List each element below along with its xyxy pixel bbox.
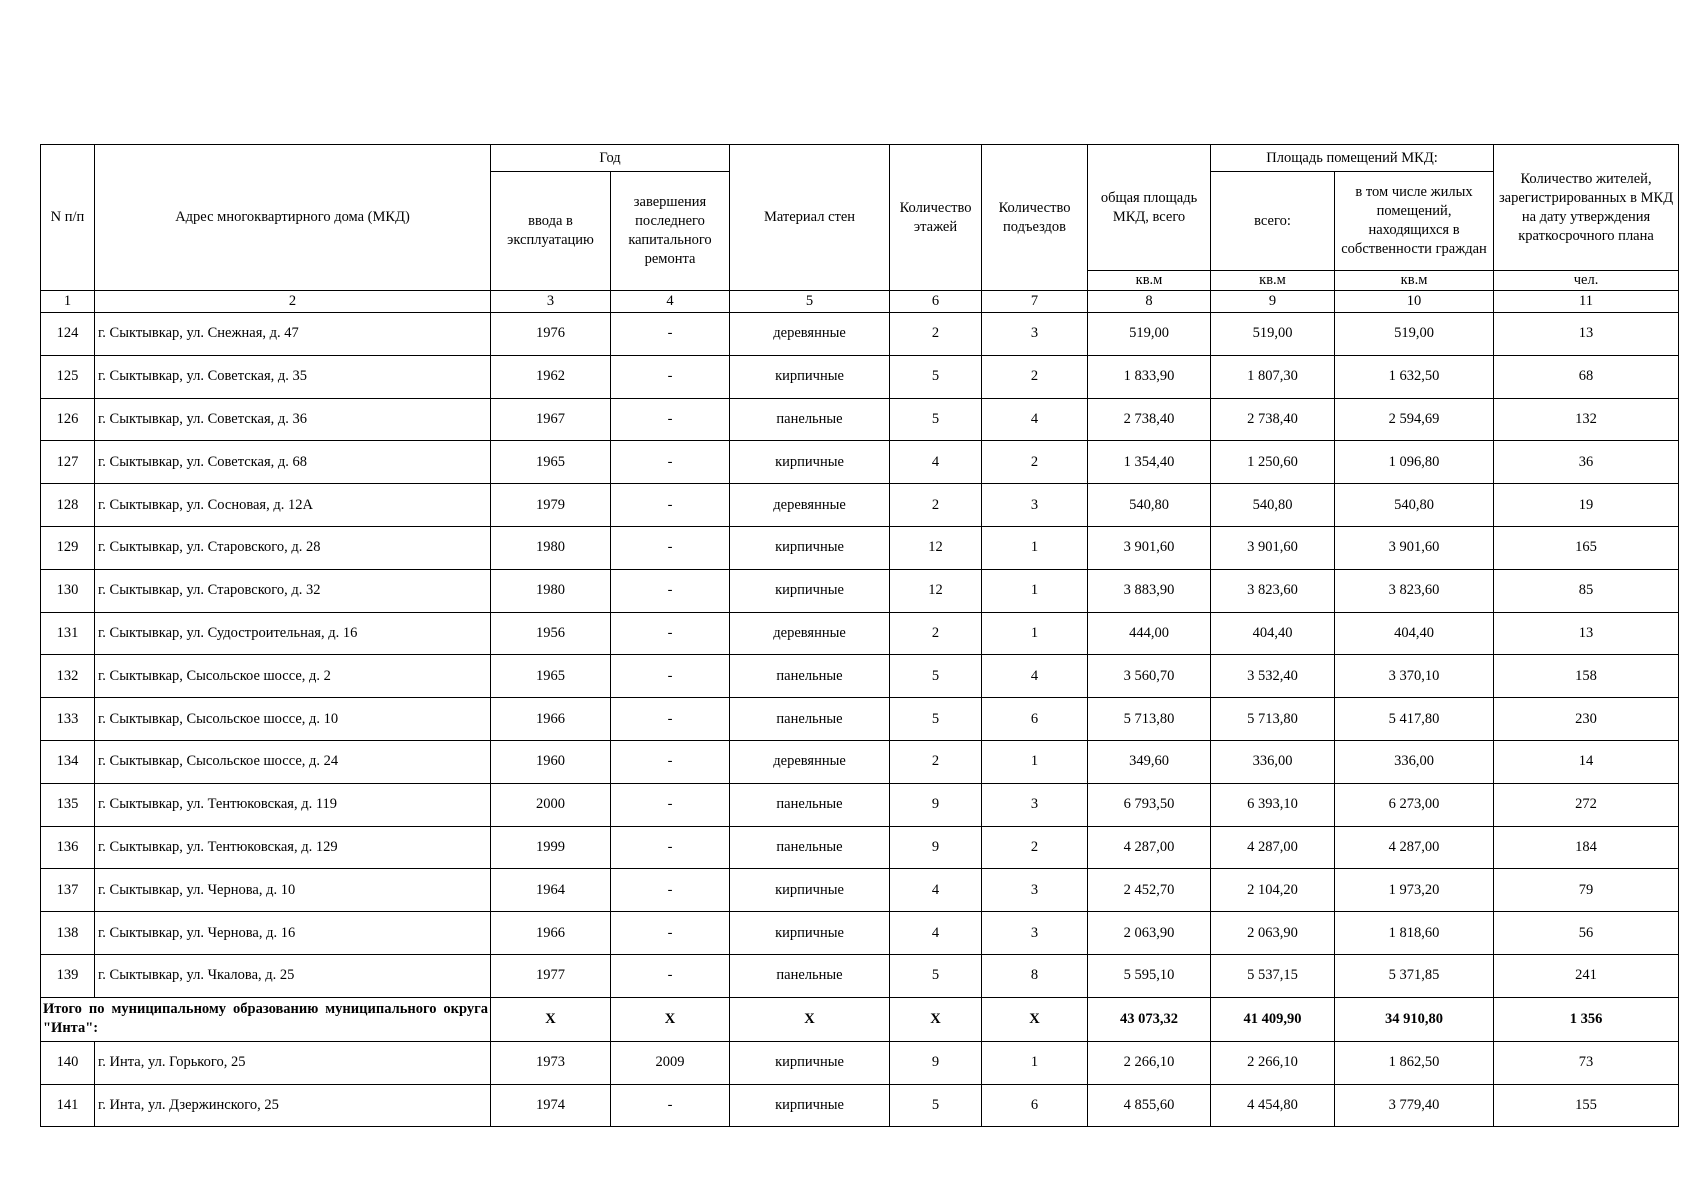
table-row: [41, 826, 1679, 869]
area-private-cell: 5 371,85: [1335, 954, 1494, 997]
address-cell: г. Сыктывкар, ул. Судостроительная, д. 16: [95, 612, 491, 655]
row-num-cell: 127: [41, 441, 95, 484]
total-cell: 41 409,90: [1211, 997, 1335, 1041]
year-commission-cell: 1999: [491, 826, 611, 869]
row-num-cell: 133: [41, 698, 95, 741]
floors-cell: 2: [890, 484, 982, 527]
entrances-cell: 4: [982, 655, 1088, 698]
area-all-cell: 4 454,80: [1211, 1084, 1335, 1127]
floors-cell: 4: [890, 912, 982, 955]
row-num-cell: 136: [41, 826, 95, 869]
material-cell: деревянные: [730, 313, 890, 356]
address-cell: г. Сыктывкар, ул. Советская, д. 68: [95, 441, 491, 484]
total-area-cell: 1 833,90: [1088, 355, 1211, 398]
floors-cell: 9: [890, 1041, 982, 1084]
unit-residents: чел.: [1494, 271, 1679, 291]
year-commission-cell: 1964: [491, 869, 611, 912]
residents-cell: 184: [1494, 826, 1679, 869]
entrances-cell: 6: [982, 698, 1088, 741]
address-cell: г. Инта, ул. Дзержинского, 25: [95, 1084, 491, 1127]
address-cell: г. Сыктывкар, ул. Чернова, д. 10: [95, 869, 491, 912]
header-total-area: общая площадь МКД, всего: [1088, 145, 1211, 271]
header-year-repair: завершения последнего капитального ремонта: [611, 172, 730, 291]
year-repair-cell: -: [611, 1084, 730, 1127]
residents-cell: 36: [1494, 441, 1679, 484]
total-area-cell: 2 452,70: [1088, 869, 1211, 912]
entrances-cell: 3: [982, 313, 1088, 356]
floors-cell: 5: [890, 698, 982, 741]
total-label: Итого по муниципальному образованию муниципального округа "Инта":: [41, 997, 491, 1041]
area-all-cell: 3 901,60: [1211, 526, 1335, 569]
total-cell: X: [982, 997, 1088, 1041]
year-repair-cell: 2009: [611, 1041, 730, 1084]
floors-cell: 5: [890, 398, 982, 441]
year-repair-cell: -: [611, 655, 730, 698]
table-row: [41, 526, 1679, 569]
floors-cell: 5: [890, 1084, 982, 1127]
column-number-cell: 2: [95, 291, 491, 313]
year-commission-cell: 1965: [491, 655, 611, 698]
year-repair-cell: -: [611, 826, 730, 869]
address-cell: г. Сыктывкар, ул. Тентюковская, д. 129: [95, 826, 491, 869]
year-commission-cell: 1956: [491, 612, 611, 655]
area-all-cell: 5 713,80: [1211, 698, 1335, 741]
year-repair-cell: -: [611, 526, 730, 569]
year-commission-cell: 1980: [491, 526, 611, 569]
material-cell: кирпичные: [730, 569, 890, 612]
year-commission-cell: 1962: [491, 355, 611, 398]
total-area-cell: 3 901,60: [1088, 526, 1211, 569]
entrances-cell: 1: [982, 569, 1088, 612]
material-cell: кирпичные: [730, 526, 890, 569]
entrances-cell: 3: [982, 912, 1088, 955]
year-repair-cell: -: [611, 441, 730, 484]
total-area-cell: 5 595,10: [1088, 954, 1211, 997]
entrances-cell: 8: [982, 954, 1088, 997]
residents-cell: 165: [1494, 526, 1679, 569]
table-row: [41, 912, 1679, 955]
entrances-cell: 6: [982, 1084, 1088, 1127]
area-private-cell: 1 862,50: [1335, 1041, 1494, 1084]
row-num-cell: 132: [41, 655, 95, 698]
address-cell: г. Сыктывкар, ул. Старовского, д. 28: [95, 526, 491, 569]
entrances-cell: 1: [982, 1041, 1088, 1084]
year-commission-cell: 1967: [491, 398, 611, 441]
table-row: [41, 954, 1679, 997]
row-num-cell: 124: [41, 313, 95, 356]
residents-cell: 132: [1494, 398, 1679, 441]
column-number-cell: 6: [890, 291, 982, 313]
area-all-cell: 5 537,15: [1211, 954, 1335, 997]
material-cell: кирпичные: [730, 355, 890, 398]
material-cell: панельные: [730, 655, 890, 698]
area-all-cell: 4 287,00: [1211, 826, 1335, 869]
area-all-cell: 6 393,10: [1211, 783, 1335, 826]
floors-cell: 12: [890, 569, 982, 612]
residents-cell: 13: [1494, 612, 1679, 655]
area-all-cell: 1 807,30: [1211, 355, 1335, 398]
area-private-cell: 3 370,10: [1335, 655, 1494, 698]
material-cell: панельные: [730, 698, 890, 741]
table-row: [41, 398, 1679, 441]
row-num-cell: 125: [41, 355, 95, 398]
column-number-cell: 11: [1494, 291, 1679, 313]
total-cell: 1 356: [1494, 997, 1679, 1041]
residents-cell: 68: [1494, 355, 1679, 398]
floors-cell: 5: [890, 355, 982, 398]
floors-cell: 2: [890, 313, 982, 356]
address-cell: г. Сыктывкар, ул. Снежная, д. 47: [95, 313, 491, 356]
year-commission-cell: 1977: [491, 954, 611, 997]
header-material: Материал стен: [730, 145, 890, 291]
address-cell: г. Инта, ул. Горького, 25: [95, 1041, 491, 1084]
material-cell: панельные: [730, 398, 890, 441]
year-commission-cell: 1965: [491, 441, 611, 484]
unit-area-private: кв.м: [1335, 271, 1494, 291]
entrances-cell: 1: [982, 612, 1088, 655]
entrances-cell: 1: [982, 740, 1088, 783]
floors-cell: 5: [890, 655, 982, 698]
entrances-cell: 4: [982, 398, 1088, 441]
area-all-cell: 336,00: [1211, 740, 1335, 783]
total-section: [41, 997, 1679, 1041]
row-num-cell: 131: [41, 612, 95, 655]
area-all-cell: 2 266,10: [1211, 1041, 1335, 1084]
address-cell: г. Сыктывкар, ул. Советская, д. 35: [95, 355, 491, 398]
total-cell: X: [730, 997, 890, 1041]
floors-cell: 4: [890, 441, 982, 484]
row-num-cell: 135: [41, 783, 95, 826]
total-area-cell: 3 560,70: [1088, 655, 1211, 698]
year-commission-cell: 1976: [491, 313, 611, 356]
floors-cell: 4: [890, 869, 982, 912]
area-private-cell: 540,80: [1335, 484, 1494, 527]
total-area-cell: 444,00: [1088, 612, 1211, 655]
row-num-cell: 134: [41, 740, 95, 783]
address-cell: г. Сыктывкар, ул. Чернова, д. 16: [95, 912, 491, 955]
mkd-table: [40, 144, 1679, 1127]
column-number-cell: 9: [1211, 291, 1335, 313]
unit-area-all: кв.м: [1211, 271, 1335, 291]
year-commission-cell: 1966: [491, 912, 611, 955]
material-cell: кирпичные: [730, 1041, 890, 1084]
table-row: [41, 740, 1679, 783]
residents-cell: 79: [1494, 869, 1679, 912]
row-num-cell: 130: [41, 569, 95, 612]
address-cell: г. Сыктывкар, Сысольское шоссе, д. 24: [95, 740, 491, 783]
column-number-cell: 4: [611, 291, 730, 313]
residents-cell: 85: [1494, 569, 1679, 612]
entrances-cell: 2: [982, 355, 1088, 398]
entrances-cell: 3: [982, 783, 1088, 826]
area-private-cell: 1 632,50: [1335, 355, 1494, 398]
column-number-cell: 8: [1088, 291, 1211, 313]
total-cell: X: [890, 997, 982, 1041]
area-private-cell: 3 901,60: [1335, 526, 1494, 569]
table-row: [41, 869, 1679, 912]
floors-cell: 9: [890, 826, 982, 869]
header-year-commission: ввода в эксплуатацию: [491, 172, 611, 291]
area-all-cell: 3 532,40: [1211, 655, 1335, 698]
floors-cell: 12: [890, 526, 982, 569]
table-row: [41, 441, 1679, 484]
residents-cell: 241: [1494, 954, 1679, 997]
residents-cell: 14: [1494, 740, 1679, 783]
total-area-cell: 2 738,40: [1088, 398, 1211, 441]
area-private-cell: 336,00: [1335, 740, 1494, 783]
total-area-cell: 3 883,90: [1088, 569, 1211, 612]
unit-total-area: кв.м: [1088, 271, 1211, 291]
year-repair-cell: -: [611, 740, 730, 783]
year-repair-cell: -: [611, 398, 730, 441]
total-area-cell: 519,00: [1088, 313, 1211, 356]
table-row: [41, 355, 1679, 398]
area-private-cell: 2 594,69: [1335, 398, 1494, 441]
header-entrances: Количество подъездов: [982, 145, 1088, 291]
header-address: Адрес многоквартирного дома (МКД): [95, 145, 491, 291]
total-area-cell: 4 287,00: [1088, 826, 1211, 869]
residents-cell: 272: [1494, 783, 1679, 826]
table-row: [41, 783, 1679, 826]
material-cell: деревянные: [730, 484, 890, 527]
column-number-cell: 10: [1335, 291, 1494, 313]
row-num-cell: 141: [41, 1084, 95, 1127]
row-num-cell: 140: [41, 1041, 95, 1084]
year-repair-cell: -: [611, 912, 730, 955]
row-num-cell: 128: [41, 484, 95, 527]
year-repair-cell: -: [611, 954, 730, 997]
table-row: [41, 484, 1679, 527]
entrances-cell: 2: [982, 826, 1088, 869]
header-year-group: Год: [491, 145, 730, 172]
row-num-cell: 138: [41, 912, 95, 955]
residents-cell: 230: [1494, 698, 1679, 741]
area-all-cell: 3 823,60: [1211, 569, 1335, 612]
column-number-cell: 3: [491, 291, 611, 313]
table-row: [41, 655, 1679, 698]
area-private-cell: 1 973,20: [1335, 869, 1494, 912]
header-area-group: Площадь помещений МКД:: [1211, 145, 1494, 172]
header-area-private: в том числе жилых помещений, находящихся в собственности граждан: [1335, 172, 1494, 271]
column-number-cell: 7: [982, 291, 1088, 313]
material-cell: кирпичные: [730, 869, 890, 912]
entrances-cell: 1: [982, 526, 1088, 569]
address-cell: г. Сыктывкар, Сысольское шоссе, д. 2: [95, 655, 491, 698]
table-row: [41, 1041, 1679, 1084]
year-commission-cell: 1960: [491, 740, 611, 783]
total-cell: X: [491, 997, 611, 1041]
total-cell: 34 910,80: [1335, 997, 1494, 1041]
address-cell: г. Сыктывкар, ул. Советская, д. 36: [95, 398, 491, 441]
address-cell: г. Сыктывкар, ул. Старовского, д. 32: [95, 569, 491, 612]
total-area-cell: 5 713,80: [1088, 698, 1211, 741]
area-private-cell: 3 779,40: [1335, 1084, 1494, 1127]
entrances-cell: 2: [982, 441, 1088, 484]
area-all-cell: 404,40: [1211, 612, 1335, 655]
total-area-cell: 540,80: [1088, 484, 1211, 527]
area-all-cell: 1 250,60: [1211, 441, 1335, 484]
table-row: [41, 698, 1679, 741]
area-private-cell: 3 823,60: [1335, 569, 1494, 612]
entrances-cell: 3: [982, 869, 1088, 912]
residents-cell: 19: [1494, 484, 1679, 527]
area-all-cell: 519,00: [1211, 313, 1335, 356]
header-num: N п/п: [41, 145, 95, 291]
year-repair-cell: -: [611, 484, 730, 527]
residents-cell: 158: [1494, 655, 1679, 698]
header-residents: Количество жителей, зарегистрированных в МКД на дату утверждения краткосрочного плана: [1494, 145, 1679, 271]
residents-cell: 13: [1494, 313, 1679, 356]
total-area-cell: 6 793,50: [1088, 783, 1211, 826]
year-repair-cell: -: [611, 612, 730, 655]
address-cell: г. Сыктывкар, ул. Чкалова, д. 25: [95, 954, 491, 997]
area-private-cell: 1 096,80: [1335, 441, 1494, 484]
year-repair-cell: -: [611, 869, 730, 912]
row-num-cell: 129: [41, 526, 95, 569]
area-all-cell: 2 063,90: [1211, 912, 1335, 955]
total-area-cell: 349,60: [1088, 740, 1211, 783]
year-repair-cell: -: [611, 698, 730, 741]
year-repair-cell: -: [611, 783, 730, 826]
table-row: [41, 313, 1679, 356]
table-row: [41, 569, 1679, 612]
total-area-cell: 2 063,90: [1088, 912, 1211, 955]
entrances-cell: 3: [982, 484, 1088, 527]
material-cell: деревянные: [730, 740, 890, 783]
table-row: [41, 1084, 1679, 1127]
year-repair-cell: -: [611, 569, 730, 612]
material-cell: панельные: [730, 826, 890, 869]
area-all-cell: 2 738,40: [1211, 398, 1335, 441]
year-commission-cell: 1973: [491, 1041, 611, 1084]
area-private-cell: 519,00: [1335, 313, 1494, 356]
table-body-b: [41, 1041, 1679, 1127]
material-cell: кирпичные: [730, 912, 890, 955]
area-private-cell: 5 417,80: [1335, 698, 1494, 741]
header-area-all: всего:: [1211, 172, 1335, 271]
table-header: [41, 145, 1679, 313]
year-commission-cell: 1980: [491, 569, 611, 612]
total-area-cell: 4 855,60: [1088, 1084, 1211, 1127]
area-private-cell: 6 273,00: [1335, 783, 1494, 826]
column-number-row: [41, 291, 1679, 313]
total-cell: 43 073,32: [1088, 997, 1211, 1041]
total-area-cell: 2 266,10: [1088, 1041, 1211, 1084]
residents-cell: 56: [1494, 912, 1679, 955]
floors-cell: 2: [890, 740, 982, 783]
floors-cell: 2: [890, 612, 982, 655]
material-cell: панельные: [730, 954, 890, 997]
area-all-cell: 2 104,20: [1211, 869, 1335, 912]
row-num-cell: 137: [41, 869, 95, 912]
total-area-cell: 1 354,40: [1088, 441, 1211, 484]
residents-cell: 155: [1494, 1084, 1679, 1127]
material-cell: деревянные: [730, 612, 890, 655]
header-floors: Количество этажей: [890, 145, 982, 291]
column-number-cell: 5: [730, 291, 890, 313]
area-all-cell: 540,80: [1211, 484, 1335, 527]
year-commission-cell: 1974: [491, 1084, 611, 1127]
year-repair-cell: -: [611, 313, 730, 356]
material-cell: панельные: [730, 783, 890, 826]
material-cell: кирпичные: [730, 1084, 890, 1127]
column-number-cell: 1: [41, 291, 95, 313]
year-repair-cell: -: [611, 355, 730, 398]
floors-cell: 5: [890, 954, 982, 997]
residents-cell: 73: [1494, 1041, 1679, 1084]
row-num-cell: 139: [41, 954, 95, 997]
year-commission-cell: 1979: [491, 484, 611, 527]
address-cell: г. Сыктывкар, ул. Сосновая, д. 12А: [95, 484, 491, 527]
total-row: [41, 997, 1679, 1041]
material-cell: кирпичные: [730, 441, 890, 484]
year-commission-cell: 2000: [491, 783, 611, 826]
address-cell: г. Сыктывкар, Сысольское шоссе, д. 10: [95, 698, 491, 741]
row-num-cell: 126: [41, 398, 95, 441]
table-row: [41, 612, 1679, 655]
table-body-a: [41, 313, 1679, 998]
floors-cell: 9: [890, 783, 982, 826]
area-private-cell: 404,40: [1335, 612, 1494, 655]
year-commission-cell: 1966: [491, 698, 611, 741]
address-cell: г. Сыктывкар, ул. Тентюковская, д. 119: [95, 783, 491, 826]
total-cell: X: [611, 997, 730, 1041]
area-private-cell: 1 818,60: [1335, 912, 1494, 955]
area-private-cell: 4 287,00: [1335, 826, 1494, 869]
